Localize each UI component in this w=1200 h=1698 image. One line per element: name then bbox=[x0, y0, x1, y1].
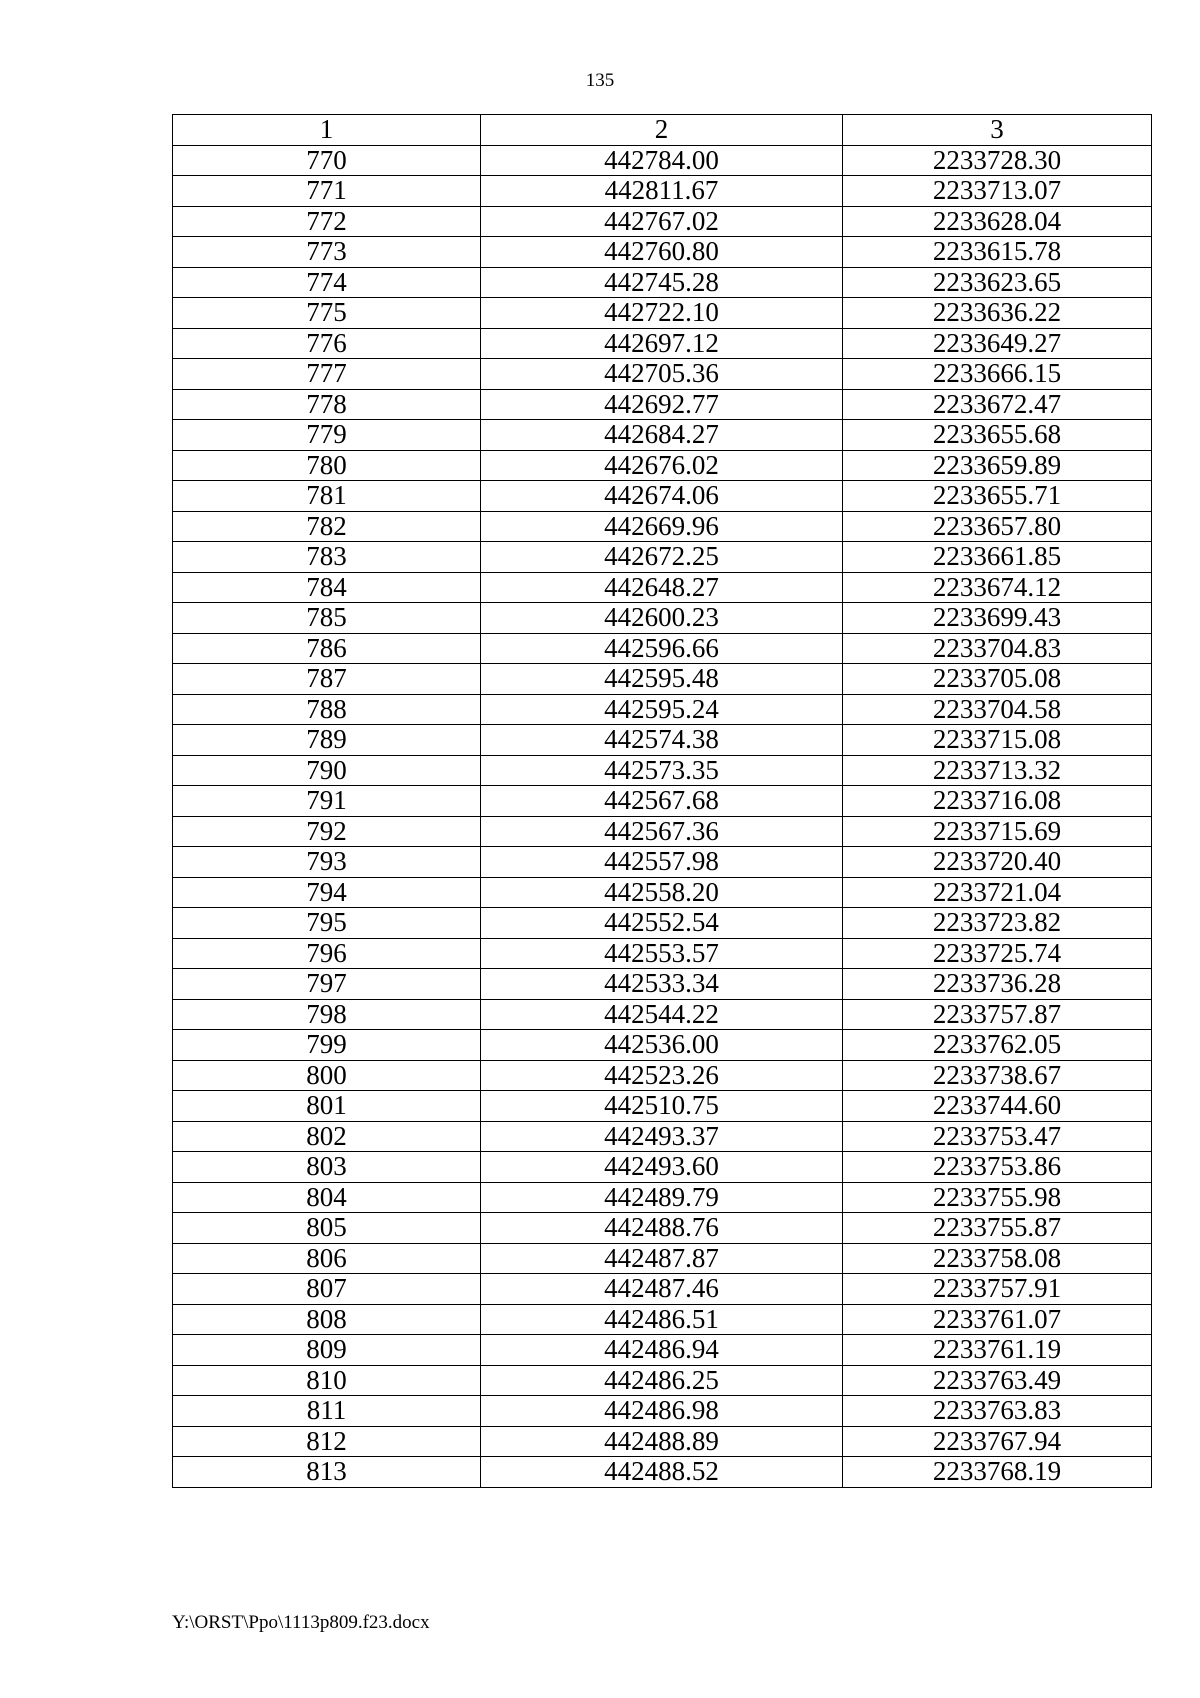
y-coordinate-cell: 2233713.32 bbox=[843, 755, 1152, 786]
y-coordinate-cell: 2233704.83 bbox=[843, 633, 1152, 664]
x-coordinate-cell: 442767.02 bbox=[481, 206, 843, 237]
x-coordinate-cell: 442489.79 bbox=[481, 1182, 843, 1213]
table-row bbox=[173, 1060, 1152, 1091]
point-number-cell: 784 bbox=[173, 572, 481, 603]
point-number-cell: 811 bbox=[173, 1396, 481, 1427]
y-coordinate-cell: 2233753.47 bbox=[843, 1121, 1152, 1152]
table-row bbox=[173, 694, 1152, 725]
x-coordinate-cell: 442600.23 bbox=[481, 603, 843, 634]
x-coordinate-cell: 442486.98 bbox=[481, 1396, 843, 1427]
y-coordinate-cell: 2233758.08 bbox=[843, 1243, 1152, 1274]
y-coordinate-cell: 2233674.12 bbox=[843, 572, 1152, 603]
x-coordinate-cell: 442760.80 bbox=[481, 237, 843, 268]
table-row bbox=[173, 1426, 1152, 1457]
y-coordinate-cell: 2233720.40 bbox=[843, 847, 1152, 878]
point-number-cell: 783 bbox=[173, 542, 481, 573]
table-row bbox=[173, 481, 1152, 512]
footer-file-path: Y:\ORST\Ppo\1113p809.f23.docx bbox=[172, 1612, 430, 1633]
y-coordinate-cell: 2233636.22 bbox=[843, 298, 1152, 329]
x-coordinate-cell: 442692.77 bbox=[481, 389, 843, 420]
table-row bbox=[173, 969, 1152, 1000]
x-coordinate-cell: 442488.52 bbox=[481, 1457, 843, 1488]
table-row bbox=[173, 206, 1152, 237]
table-row bbox=[173, 908, 1152, 939]
point-number-cell: 776 bbox=[173, 328, 481, 359]
x-coordinate-cell: 442486.25 bbox=[481, 1365, 843, 1396]
table-row bbox=[173, 145, 1152, 176]
x-coordinate-cell: 442552.54 bbox=[481, 908, 843, 939]
y-coordinate-cell: 2233655.68 bbox=[843, 420, 1152, 451]
point-number-cell: 770 bbox=[173, 145, 481, 176]
y-coordinate-cell: 2233753.86 bbox=[843, 1152, 1152, 1183]
point-number-cell: 808 bbox=[173, 1304, 481, 1335]
y-coordinate-cell: 2233628.04 bbox=[843, 206, 1152, 237]
x-coordinate-cell: 442567.36 bbox=[481, 816, 843, 847]
x-coordinate-cell: 442493.60 bbox=[481, 1152, 843, 1183]
column-header-3: 3 bbox=[843, 115, 1152, 146]
table-row bbox=[173, 999, 1152, 1030]
column-header-1: 1 bbox=[173, 115, 481, 146]
point-number-cell: 806 bbox=[173, 1243, 481, 1274]
x-coordinate-cell: 442487.46 bbox=[481, 1274, 843, 1305]
point-number-cell: 773 bbox=[173, 237, 481, 268]
point-number-cell: 786 bbox=[173, 633, 481, 664]
point-number-cell: 797 bbox=[173, 969, 481, 1000]
x-coordinate-cell: 442705.36 bbox=[481, 359, 843, 390]
x-coordinate-cell: 442595.24 bbox=[481, 694, 843, 725]
x-coordinate-cell: 442684.27 bbox=[481, 420, 843, 451]
y-coordinate-cell: 2233672.47 bbox=[843, 389, 1152, 420]
table-row bbox=[173, 816, 1152, 847]
y-coordinate-cell: 2233728.30 bbox=[843, 145, 1152, 176]
table-row bbox=[173, 877, 1152, 908]
y-coordinate-cell: 2233762.05 bbox=[843, 1030, 1152, 1061]
table-row bbox=[173, 511, 1152, 542]
x-coordinate-cell: 442674.06 bbox=[481, 481, 843, 512]
x-coordinate-cell: 442557.98 bbox=[481, 847, 843, 878]
point-number-cell: 800 bbox=[173, 1060, 481, 1091]
table-row bbox=[173, 420, 1152, 451]
point-number-cell: 772 bbox=[173, 206, 481, 237]
x-coordinate-cell: 442573.35 bbox=[481, 755, 843, 786]
table-body bbox=[173, 145, 1152, 1487]
table-row bbox=[173, 542, 1152, 573]
point-number-cell: 787 bbox=[173, 664, 481, 695]
y-coordinate-cell: 2233761.07 bbox=[843, 1304, 1152, 1335]
y-coordinate-cell: 2233623.65 bbox=[843, 267, 1152, 298]
table-row bbox=[173, 298, 1152, 329]
y-coordinate-cell: 2233715.69 bbox=[843, 816, 1152, 847]
point-number-cell: 804 bbox=[173, 1182, 481, 1213]
y-coordinate-cell: 2233704.58 bbox=[843, 694, 1152, 725]
point-number-cell: 793 bbox=[173, 847, 481, 878]
column-header-2: 2 bbox=[481, 115, 843, 146]
point-number-cell: 779 bbox=[173, 420, 481, 451]
table-row bbox=[173, 328, 1152, 359]
point-number-cell: 791 bbox=[173, 786, 481, 817]
y-coordinate-cell: 2233755.98 bbox=[843, 1182, 1152, 1213]
table-header-row bbox=[173, 115, 1152, 146]
point-number-cell: 771 bbox=[173, 176, 481, 207]
y-coordinate-cell: 2233715.08 bbox=[843, 725, 1152, 756]
point-number-cell: 778 bbox=[173, 389, 481, 420]
point-number-cell: 777 bbox=[173, 359, 481, 390]
y-coordinate-cell: 2233716.08 bbox=[843, 786, 1152, 817]
x-coordinate-cell: 442488.89 bbox=[481, 1426, 843, 1457]
point-number-cell: 799 bbox=[173, 1030, 481, 1061]
x-coordinate-cell: 442486.94 bbox=[481, 1335, 843, 1366]
x-coordinate-cell: 442567.68 bbox=[481, 786, 843, 817]
y-coordinate-cell: 2233757.87 bbox=[843, 999, 1152, 1030]
x-coordinate-cell: 442536.00 bbox=[481, 1030, 843, 1061]
x-coordinate-cell: 442544.22 bbox=[481, 999, 843, 1030]
x-coordinate-cell: 442676.02 bbox=[481, 450, 843, 481]
y-coordinate-cell: 2233655.71 bbox=[843, 481, 1152, 512]
point-number-cell: 781 bbox=[173, 481, 481, 512]
y-coordinate-cell: 2233705.08 bbox=[843, 664, 1152, 695]
y-coordinate-cell: 2233744.60 bbox=[843, 1091, 1152, 1122]
table-row bbox=[173, 176, 1152, 207]
y-coordinate-cell: 2233763.49 bbox=[843, 1365, 1152, 1396]
table-row bbox=[173, 938, 1152, 969]
x-coordinate-cell: 442697.12 bbox=[481, 328, 843, 359]
table-row bbox=[173, 1243, 1152, 1274]
x-coordinate-cell: 442811.67 bbox=[481, 176, 843, 207]
point-number-cell: 785 bbox=[173, 603, 481, 634]
y-coordinate-cell: 2233736.28 bbox=[843, 969, 1152, 1000]
table-row bbox=[173, 755, 1152, 786]
y-coordinate-cell: 2233699.43 bbox=[843, 603, 1152, 634]
y-coordinate-cell: 2233657.80 bbox=[843, 511, 1152, 542]
table-row bbox=[173, 267, 1152, 298]
y-coordinate-cell: 2233768.19 bbox=[843, 1457, 1152, 1488]
coordinates-table bbox=[172, 114, 1152, 1488]
table-row bbox=[173, 664, 1152, 695]
table-row bbox=[173, 1365, 1152, 1396]
point-number-cell: 794 bbox=[173, 877, 481, 908]
y-coordinate-cell: 2233615.78 bbox=[843, 237, 1152, 268]
x-coordinate-cell: 442722.10 bbox=[481, 298, 843, 329]
point-number-cell: 812 bbox=[173, 1426, 481, 1457]
point-number-cell: 803 bbox=[173, 1152, 481, 1183]
x-coordinate-cell: 442488.76 bbox=[481, 1213, 843, 1244]
point-number-cell: 805 bbox=[173, 1213, 481, 1244]
y-coordinate-cell: 2233713.07 bbox=[843, 176, 1152, 207]
x-coordinate-cell: 442648.27 bbox=[481, 572, 843, 603]
y-coordinate-cell: 2233767.94 bbox=[843, 1426, 1152, 1457]
y-coordinate-cell: 2233738.67 bbox=[843, 1060, 1152, 1091]
point-number-cell: 801 bbox=[173, 1091, 481, 1122]
y-coordinate-cell: 2233649.27 bbox=[843, 328, 1152, 359]
table-row bbox=[173, 1335, 1152, 1366]
x-coordinate-cell: 442672.25 bbox=[481, 542, 843, 573]
point-number-cell: 796 bbox=[173, 938, 481, 969]
table-row bbox=[173, 1396, 1152, 1427]
table-row bbox=[173, 237, 1152, 268]
x-coordinate-cell: 442669.96 bbox=[481, 511, 843, 542]
point-number-cell: 795 bbox=[173, 908, 481, 939]
y-coordinate-cell: 2233755.87 bbox=[843, 1213, 1152, 1244]
y-coordinate-cell: 2233659.89 bbox=[843, 450, 1152, 481]
table-row bbox=[173, 603, 1152, 634]
point-number-cell: 774 bbox=[173, 267, 481, 298]
table-row bbox=[173, 633, 1152, 664]
x-coordinate-cell: 442510.75 bbox=[481, 1091, 843, 1122]
point-number-cell: 775 bbox=[173, 298, 481, 329]
table-row bbox=[173, 359, 1152, 390]
y-coordinate-cell: 2233761.19 bbox=[843, 1335, 1152, 1366]
table-row bbox=[173, 786, 1152, 817]
table-row bbox=[173, 1182, 1152, 1213]
table-row bbox=[173, 1213, 1152, 1244]
table-row bbox=[173, 1304, 1152, 1335]
point-number-cell: 780 bbox=[173, 450, 481, 481]
point-number-cell: 802 bbox=[173, 1121, 481, 1152]
point-number-cell: 789 bbox=[173, 725, 481, 756]
y-coordinate-cell: 2233661.85 bbox=[843, 542, 1152, 573]
table-row bbox=[173, 725, 1152, 756]
table-row bbox=[173, 1091, 1152, 1122]
point-number-cell: 792 bbox=[173, 816, 481, 847]
table-row bbox=[173, 847, 1152, 878]
table-row bbox=[173, 450, 1152, 481]
x-coordinate-cell: 442493.37 bbox=[481, 1121, 843, 1152]
table-row bbox=[173, 1274, 1152, 1305]
table-row bbox=[173, 572, 1152, 603]
x-coordinate-cell: 442574.38 bbox=[481, 725, 843, 756]
point-number-cell: 813 bbox=[173, 1457, 481, 1488]
x-coordinate-cell: 442596.66 bbox=[481, 633, 843, 664]
y-coordinate-cell: 2233721.04 bbox=[843, 877, 1152, 908]
x-coordinate-cell: 442533.34 bbox=[481, 969, 843, 1000]
y-coordinate-cell: 2233725.74 bbox=[843, 938, 1152, 969]
table-row bbox=[173, 1030, 1152, 1061]
x-coordinate-cell: 442595.48 bbox=[481, 664, 843, 695]
page-number: 135 bbox=[585, 70, 615, 91]
point-number-cell: 810 bbox=[173, 1365, 481, 1396]
point-number-cell: 782 bbox=[173, 511, 481, 542]
x-coordinate-cell: 442558.20 bbox=[481, 877, 843, 908]
x-coordinate-cell: 442487.87 bbox=[481, 1243, 843, 1274]
point-number-cell: 788 bbox=[173, 694, 481, 725]
point-number-cell: 809 bbox=[173, 1335, 481, 1366]
table-row bbox=[173, 1121, 1152, 1152]
x-coordinate-cell: 442784.00 bbox=[481, 145, 843, 176]
y-coordinate-cell: 2233763.83 bbox=[843, 1396, 1152, 1427]
x-coordinate-cell: 442745.28 bbox=[481, 267, 843, 298]
table-row bbox=[173, 1457, 1152, 1488]
point-number-cell: 798 bbox=[173, 999, 481, 1030]
y-coordinate-cell: 2233666.15 bbox=[843, 359, 1152, 390]
table-row bbox=[173, 389, 1152, 420]
y-coordinate-cell: 2233757.91 bbox=[843, 1274, 1152, 1305]
point-number-cell: 790 bbox=[173, 755, 481, 786]
y-coordinate-cell: 2233723.82 bbox=[843, 908, 1152, 939]
x-coordinate-cell: 442523.26 bbox=[481, 1060, 843, 1091]
x-coordinate-cell: 442553.57 bbox=[481, 938, 843, 969]
point-number-cell: 807 bbox=[173, 1274, 481, 1305]
x-coordinate-cell: 442486.51 bbox=[481, 1304, 843, 1335]
table-row bbox=[173, 1152, 1152, 1183]
